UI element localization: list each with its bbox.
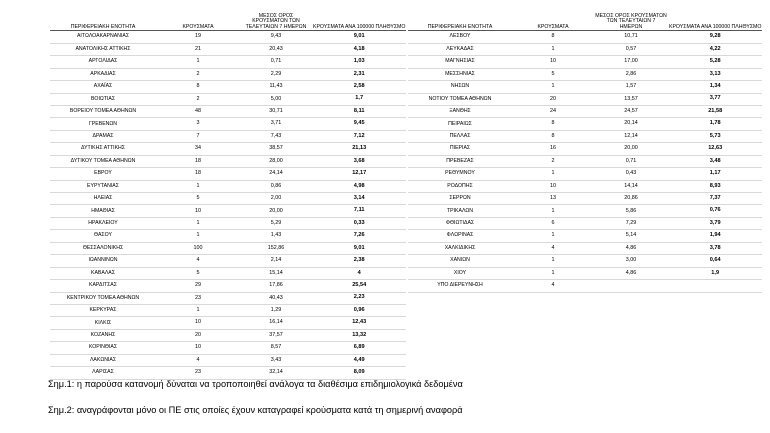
cell-cases: 2 bbox=[512, 155, 594, 167]
cell-cases: 34 bbox=[156, 143, 240, 155]
table-row bbox=[50, 105, 406, 117]
cell-cases: 5 bbox=[156, 267, 240, 279]
table-row bbox=[50, 217, 406, 229]
table-row bbox=[50, 43, 406, 55]
cell-cases: 7 bbox=[156, 130, 240, 142]
cell-area: ΧΙΟΥ bbox=[408, 267, 512, 279]
cell-rate: 13,32 bbox=[312, 329, 406, 341]
cell-avg: 2,29 bbox=[240, 68, 312, 80]
cell-rate: 1,03 bbox=[312, 56, 406, 68]
cell-cases: 1 bbox=[512, 255, 594, 267]
table-row bbox=[408, 93, 762, 105]
cell-avg: 152,86 bbox=[240, 242, 312, 254]
cell-area: ΤΡΙΚΑΛΩΝ bbox=[408, 205, 512, 217]
cases-table-right bbox=[408, 14, 762, 293]
cell-avg: 17,00 bbox=[594, 56, 668, 68]
table-row bbox=[408, 205, 762, 217]
cell-cases: 20 bbox=[512, 93, 594, 105]
cell-cases: 4 bbox=[156, 354, 240, 366]
cell-rate: 4,22 bbox=[668, 43, 762, 55]
cell-rate: 4 bbox=[312, 267, 406, 279]
table-row bbox=[50, 255, 406, 267]
cell-cases: 19 bbox=[156, 31, 240, 43]
cell-area: ΑΡΚΑΔΙΑΣ bbox=[50, 68, 156, 80]
cell-avg: 1,29 bbox=[240, 304, 312, 316]
table-row bbox=[408, 105, 762, 117]
cell-cases: 10 bbox=[512, 56, 594, 68]
cell-area: ΑΝΑΤΟΛΙΚΗΣ ΑΤΤΙΚΗΣ bbox=[50, 43, 156, 55]
cell-cases: 1 bbox=[512, 267, 594, 279]
table-row bbox=[408, 230, 762, 242]
cell-rate: 3,48 bbox=[668, 155, 762, 167]
table-row bbox=[50, 280, 406, 292]
cell-cases: 3 bbox=[156, 118, 240, 130]
cell-area: ΞΑΝΘΗΣ bbox=[408, 105, 512, 117]
cell-area: ΗΡΑΚΛΕΙΟΥ bbox=[50, 217, 156, 229]
cell-rate: 7,37 bbox=[668, 193, 762, 205]
table-row bbox=[50, 304, 406, 316]
cell-area: ΚΑΒΑΛΑΣ bbox=[50, 267, 156, 279]
table-row bbox=[50, 329, 406, 341]
cell-rate: 0,64 bbox=[668, 255, 762, 267]
cell-cases: 8 bbox=[512, 130, 594, 142]
cell-area: ΗΛΕΙΑΣ bbox=[50, 193, 156, 205]
cell-avg: 20,00 bbox=[240, 205, 312, 217]
table-row bbox=[50, 317, 406, 329]
table-row bbox=[408, 280, 762, 292]
table-row bbox=[408, 267, 762, 279]
cell-rate: 3,13 bbox=[668, 68, 762, 80]
cell-area: ΕΒΡΟΥ bbox=[50, 168, 156, 180]
cell-avg: 12,14 bbox=[594, 130, 668, 142]
cell-cases: 21 bbox=[156, 43, 240, 55]
table-row bbox=[50, 143, 406, 155]
table-row bbox=[50, 205, 406, 217]
cell-cases: 4 bbox=[512, 280, 594, 292]
cell-avg: 11,43 bbox=[240, 81, 312, 93]
cell-area: ΚΟΖΑΝΗΣ bbox=[50, 329, 156, 341]
cell-rate: 3,78 bbox=[668, 242, 762, 254]
cell-avg: 8,57 bbox=[240, 342, 312, 354]
cell-area: ΛΑΡΙΣΑΣ bbox=[50, 367, 156, 379]
cell-rate: 8,11 bbox=[312, 105, 406, 117]
cell-avg: 15,14 bbox=[240, 267, 312, 279]
table-row bbox=[50, 242, 406, 254]
cell-rate: 21,13 bbox=[312, 143, 406, 155]
cell-area: ΡΕΘΥΜΝΟΥ bbox=[408, 168, 512, 180]
cell-rate: 21,58 bbox=[668, 105, 762, 117]
cell-area: ΠΙΕΡΙΑΣ bbox=[408, 143, 512, 155]
cell-cases: 5 bbox=[156, 193, 240, 205]
cell-avg: 17,86 bbox=[240, 280, 312, 292]
table-body-left bbox=[50, 31, 406, 379]
cell-avg: 3,43 bbox=[240, 354, 312, 366]
cell-cases: 1 bbox=[156, 304, 240, 316]
table-row bbox=[408, 56, 762, 68]
header-row bbox=[408, 14, 762, 31]
cell-cases: 1 bbox=[156, 56, 240, 68]
cases-table-left bbox=[50, 14, 406, 380]
table-row bbox=[50, 31, 406, 43]
cell-rate: 9,01 bbox=[312, 31, 406, 43]
cell-rate: 12,17 bbox=[312, 168, 406, 180]
table-row bbox=[408, 242, 762, 254]
cell-avg: 24,57 bbox=[594, 105, 668, 117]
cell-area: ΠΕΙΡΑΙΩΣ bbox=[408, 118, 512, 130]
cell-area: ΠΡΕΒΕΖΑΣ bbox=[408, 155, 512, 167]
cell-avg: 20,00 bbox=[594, 143, 668, 155]
table-row bbox=[408, 217, 762, 229]
cell-avg: 2,00 bbox=[240, 193, 312, 205]
cell-rate: 12,43 bbox=[312, 317, 406, 329]
cell-area: ΡΟΔΟΠΗΣ bbox=[408, 180, 512, 192]
header-area: ΠΕΡΙΦΕΡΕΙΑΚΗ ΕΝΟΤΗΤΑ bbox=[408, 14, 512, 31]
cell-area: ΧΑΝΙΩΝ bbox=[408, 255, 512, 267]
cell-rate: 7,12 bbox=[312, 130, 406, 142]
cell-cases: 1 bbox=[156, 230, 240, 242]
cell-cases: 6 bbox=[512, 217, 594, 229]
cell-cases: 10 bbox=[156, 205, 240, 217]
cell-avg: 0,86 bbox=[240, 180, 312, 192]
cell-rate: 3,68 bbox=[312, 155, 406, 167]
cell-cases: 16 bbox=[512, 143, 594, 155]
table-row bbox=[408, 155, 762, 167]
cell-cases: 18 bbox=[156, 168, 240, 180]
cell-area: ΑΙΤΩΛΟΑΚΑΡΝΑΝΙΑΣ bbox=[50, 31, 156, 43]
cell-rate: 2,58 bbox=[312, 81, 406, 93]
cell-rate: 2,23 bbox=[312, 292, 406, 304]
cell-avg: 28,00 bbox=[240, 155, 312, 167]
cell-rate: 3,77 bbox=[668, 93, 762, 105]
cell-rate: 5,73 bbox=[668, 130, 762, 142]
cell-avg: 7,43 bbox=[240, 130, 312, 142]
cell-area: ΜΕΣΣΗΝΙΑΣ bbox=[408, 68, 512, 80]
cell-cases: 1 bbox=[512, 230, 594, 242]
cell-area: ΦΘΙΩΤΙΔΑΣ bbox=[408, 217, 512, 229]
cell-cases: 8 bbox=[156, 81, 240, 93]
header-avg: ΜΕΣΟΣ ΟΡΟΣ ΚΡΟΥΣΜΑΤΩΝ ΤΩΝ ΤΕΛΕΥΤΑΙΩΝ 7 ΗΜΕΡΩΝ bbox=[240, 14, 312, 31]
cell-avg: 1,57 bbox=[594, 81, 668, 93]
header-avg: ΜΕΣΟΣ ΟΡΟΣ ΚΡΟΥΣΜΑΤΩΝ ΤΩΝ ΤΕΛΕΥΤΑΙΩΝ 7 ΗΜΕΡΩΝ bbox=[595, 13, 667, 30]
table-row bbox=[50, 342, 406, 354]
cell-cases: 1 bbox=[156, 217, 240, 229]
cell-cases: 10 bbox=[156, 317, 240, 329]
cell-avg: 24,14 bbox=[240, 168, 312, 180]
cell-area: ΓΡΕΒΕΝΩΝ bbox=[50, 118, 156, 130]
table-row bbox=[408, 193, 762, 205]
cell-area: ΚΙΛΚΙΣ bbox=[50, 317, 156, 329]
footnote-2: Σημ.2: αναγράφονται μόνο οι ΠΕ στις οποίες έχουν καταγραφεί κρούσματα κατά τη σημερινή αναφορά bbox=[48, 405, 463, 415]
cell-cases: 1 bbox=[512, 81, 594, 93]
table-row bbox=[50, 267, 406, 279]
table-row bbox=[408, 81, 762, 93]
header-cases: ΚΡΟΥΣΜΑΤΑ bbox=[156, 14, 240, 31]
cell-rate: 5,28 bbox=[668, 56, 762, 68]
cell-area: ΛΕΥΚΑΔΑΣ bbox=[408, 43, 512, 55]
cell-cases: 48 bbox=[156, 105, 240, 117]
cell-avg: 7,29 bbox=[594, 217, 668, 229]
cell-cases: 10 bbox=[512, 180, 594, 192]
header-area: ΠΕΡΙΦΕΡΕΙΑΚΗ ΕΝΟΤΗΤΑ bbox=[50, 14, 156, 31]
cell-rate: 0,96 bbox=[312, 304, 406, 316]
cell-area: ΛΑΚΩΝΙΑΣ bbox=[50, 354, 156, 366]
cell-rate: 1,94 bbox=[668, 230, 762, 242]
cell-area: ΥΠΟ ΔΙΕΡΕΥΝΗΣΗ bbox=[408, 280, 512, 292]
table-row bbox=[408, 43, 762, 55]
cell-rate: 1,17 bbox=[668, 168, 762, 180]
cell-avg: 9,43 bbox=[240, 31, 312, 43]
cell-cases: 4 bbox=[156, 255, 240, 267]
cell-area: ΧΑΛΚΙΔΙΚΗΣ bbox=[408, 242, 512, 254]
table-row bbox=[50, 354, 406, 366]
cell-rate: 4,98 bbox=[312, 180, 406, 192]
cell-area: ΔΥΤΙΚΗΣ ΑΤΤΙΚΗΣ bbox=[50, 143, 156, 155]
table-row bbox=[50, 155, 406, 167]
cell-rate: 9,45 bbox=[312, 118, 406, 130]
cell-rate: 4,18 bbox=[312, 43, 406, 55]
cell-rate: 1,7 bbox=[312, 93, 406, 105]
table-row bbox=[50, 168, 406, 180]
cell-rate: 2,38 bbox=[312, 255, 406, 267]
cell-area: ΙΩΑΝΝΙΝΩΝ bbox=[50, 255, 156, 267]
table-row bbox=[408, 31, 762, 43]
cell-cases: 4 bbox=[512, 242, 594, 254]
cell-area: ΑΡΓΟΛΙΔΑΣ bbox=[50, 56, 156, 68]
cell-avg: 38,57 bbox=[240, 143, 312, 155]
cell-cases: 23 bbox=[156, 292, 240, 304]
table-body-right bbox=[408, 31, 762, 292]
cell-rate: 3,14 bbox=[312, 193, 406, 205]
cell-avg: 0,57 bbox=[594, 43, 668, 55]
cell-area: ΘΑΣΟΥ bbox=[50, 230, 156, 242]
header-rate: ΚΡΟΥΣΜΑΤΑ ΑΝΑ 100000 ΠΛΗΘΥΣΜΟ bbox=[668, 14, 762, 31]
cell-area: ΠΕΛΛΑΣ bbox=[408, 130, 512, 142]
cell-cases: 1 bbox=[512, 205, 594, 217]
cell-avg: 3,00 bbox=[594, 255, 668, 267]
cell-area: ΚΕΡΚΥΡΑΣ bbox=[50, 304, 156, 316]
cell-rate: 1,34 bbox=[668, 81, 762, 93]
table-row bbox=[50, 68, 406, 80]
cell-cases: 29 bbox=[156, 280, 240, 292]
table-row bbox=[408, 68, 762, 80]
cell-cases: 1 bbox=[512, 168, 594, 180]
cell-rate: 3,79 bbox=[668, 217, 762, 229]
table-row bbox=[408, 118, 762, 130]
cell-rate: 9,28 bbox=[668, 31, 762, 43]
table-row bbox=[408, 255, 762, 267]
cell-rate: 2,31 bbox=[312, 68, 406, 80]
cell-cases: 100 bbox=[156, 242, 240, 254]
cell-avg: 20,43 bbox=[240, 43, 312, 55]
table-row bbox=[50, 193, 406, 205]
cell-rate: 7,11 bbox=[312, 205, 406, 217]
cell-area: ΒΟΡΕΙΟΥ ΤΟΜΕΑ ΑΘΗΝΩΝ bbox=[50, 105, 156, 117]
header-rate: ΚΡΟΥΣΜΑΤΑ ΑΝΑ 100000 ΠΛΗΘΥΣΜΟ bbox=[312, 14, 406, 31]
cell-avg: 4,86 bbox=[594, 242, 668, 254]
cell-avg: 40,43 bbox=[240, 292, 312, 304]
table-row bbox=[50, 93, 406, 105]
cell-rate: 7,26 bbox=[312, 230, 406, 242]
cell-area: ΚΑΡΔΙΤΣΑΣ bbox=[50, 280, 156, 292]
table-row bbox=[408, 180, 762, 192]
cell-area: ΘΕΣΣΑΛΟΝΙΚΗΣ bbox=[50, 242, 156, 254]
cell-cases: 24 bbox=[512, 105, 594, 117]
cell-cases: 23 bbox=[156, 367, 240, 379]
cell-cases: 8 bbox=[512, 31, 594, 43]
cell-rate: 12,63 bbox=[668, 143, 762, 155]
table-row bbox=[50, 230, 406, 242]
cell-area: ΕΥΡΥΤΑΝΙΑΣ bbox=[50, 180, 156, 192]
cell-area: ΛΕΣΒΟΥ bbox=[408, 31, 512, 43]
table-row bbox=[408, 168, 762, 180]
cell-avg: 5,86 bbox=[594, 205, 668, 217]
cell-rate: 0,33 bbox=[312, 217, 406, 229]
cell-avg: 20,14 bbox=[594, 118, 668, 130]
cell-cases: 10 bbox=[156, 342, 240, 354]
cell-area: ΦΛΩΡΙΝΑΣ bbox=[408, 230, 512, 242]
cell-area: ΑΧΑΪΑΣ bbox=[50, 81, 156, 93]
cell-avg: 10,71 bbox=[594, 31, 668, 43]
cell-rate: 1,78 bbox=[668, 118, 762, 130]
cell-area: ΗΜΑΘΙΑΣ bbox=[50, 205, 156, 217]
cell-cases: 1 bbox=[156, 180, 240, 192]
cell-cases: 18 bbox=[156, 155, 240, 167]
cell-rate: 25,54 bbox=[312, 280, 406, 292]
cell-avg: 37,57 bbox=[240, 329, 312, 341]
cell-avg: 20,86 bbox=[594, 193, 668, 205]
cell-avg: 32,14 bbox=[240, 367, 312, 379]
cell-area: ΝΗΣΩΝ bbox=[408, 81, 512, 93]
table-row bbox=[50, 367, 406, 379]
cell-avg: 4,86 bbox=[594, 267, 668, 279]
table-row bbox=[50, 130, 406, 142]
table-row bbox=[50, 292, 406, 304]
cell-avg: 1,43 bbox=[240, 230, 312, 242]
cell-rate: 8,93 bbox=[668, 180, 762, 192]
cell-area: ΚΕΝΤΡΙΚΟΥ ΤΟΜΕΑ ΑΘΗΝΩΝ bbox=[50, 292, 156, 304]
table-row bbox=[408, 130, 762, 142]
cell-area: ΔΡΑΜΑΣ bbox=[50, 130, 156, 142]
cell-avg: 3,71 bbox=[240, 118, 312, 130]
cell-avg: 5,29 bbox=[240, 217, 312, 229]
cell-cases: 13 bbox=[512, 193, 594, 205]
cell-area: ΝΟΤΙΟΥ ΤΟΜΕΑ ΑΘΗΝΩΝ bbox=[408, 93, 512, 105]
cell-cases: 5 bbox=[512, 68, 594, 80]
cell-avg: 30,71 bbox=[240, 105, 312, 117]
cell-avg bbox=[594, 280, 668, 292]
cell-area: ΚΟΡΙΝΘΙΑΣ bbox=[50, 342, 156, 354]
cell-rate: 8,09 bbox=[312, 367, 406, 379]
cell-rate bbox=[668, 280, 762, 292]
cell-cases: 20 bbox=[156, 329, 240, 341]
cell-avg: 0,71 bbox=[240, 56, 312, 68]
cell-cases: 2 bbox=[156, 68, 240, 80]
cell-avg: 14,14 bbox=[594, 180, 668, 192]
table-row bbox=[50, 56, 406, 68]
cell-avg: 0,43 bbox=[594, 168, 668, 180]
cell-cases: 8 bbox=[512, 118, 594, 130]
cell-rate: 0,76 bbox=[668, 205, 762, 217]
cell-area: ΔΥΤΙΚΟΥ ΤΟΜΕΑ ΑΘΗΝΩΝ bbox=[50, 155, 156, 167]
cell-area: ΣΕΡΡΩΝ bbox=[408, 193, 512, 205]
cell-avg: 5,00 bbox=[240, 93, 312, 105]
cell-cases: 2 bbox=[156, 93, 240, 105]
cell-area: ΜΑΓΝΗΣΙΑΣ bbox=[408, 56, 512, 68]
header-cases: ΚΡΟΥΣΜΑΤΑ bbox=[512, 14, 594, 31]
cell-rate: 9,01 bbox=[312, 242, 406, 254]
cell-avg: 16,14 bbox=[240, 317, 312, 329]
table-row bbox=[408, 143, 762, 155]
header-row bbox=[50, 14, 406, 31]
cell-avg: 0,71 bbox=[594, 155, 668, 167]
table-row bbox=[50, 180, 406, 192]
cell-area: ΒΟΙΩΤΙΑΣ bbox=[50, 93, 156, 105]
cell-rate: 6,89 bbox=[312, 342, 406, 354]
cell-cases: 1 bbox=[512, 43, 594, 55]
cell-rate: 4,49 bbox=[312, 354, 406, 366]
table-row bbox=[50, 81, 406, 93]
cell-avg: 2,86 bbox=[594, 68, 668, 80]
cell-rate: 1,9 bbox=[668, 267, 762, 279]
cell-avg: 13,57 bbox=[594, 93, 668, 105]
footnote-1: Σημ.1: η παρούσα κατανομή δύναται να τροποποιηθεί ανάλογα τα διαθέσιμα επιδημιολογικά δεδομένα bbox=[48, 379, 463, 389]
table-row bbox=[50, 118, 406, 130]
cell-avg: 2,14 bbox=[240, 255, 312, 267]
cell-avg: 5,14 bbox=[594, 230, 668, 242]
